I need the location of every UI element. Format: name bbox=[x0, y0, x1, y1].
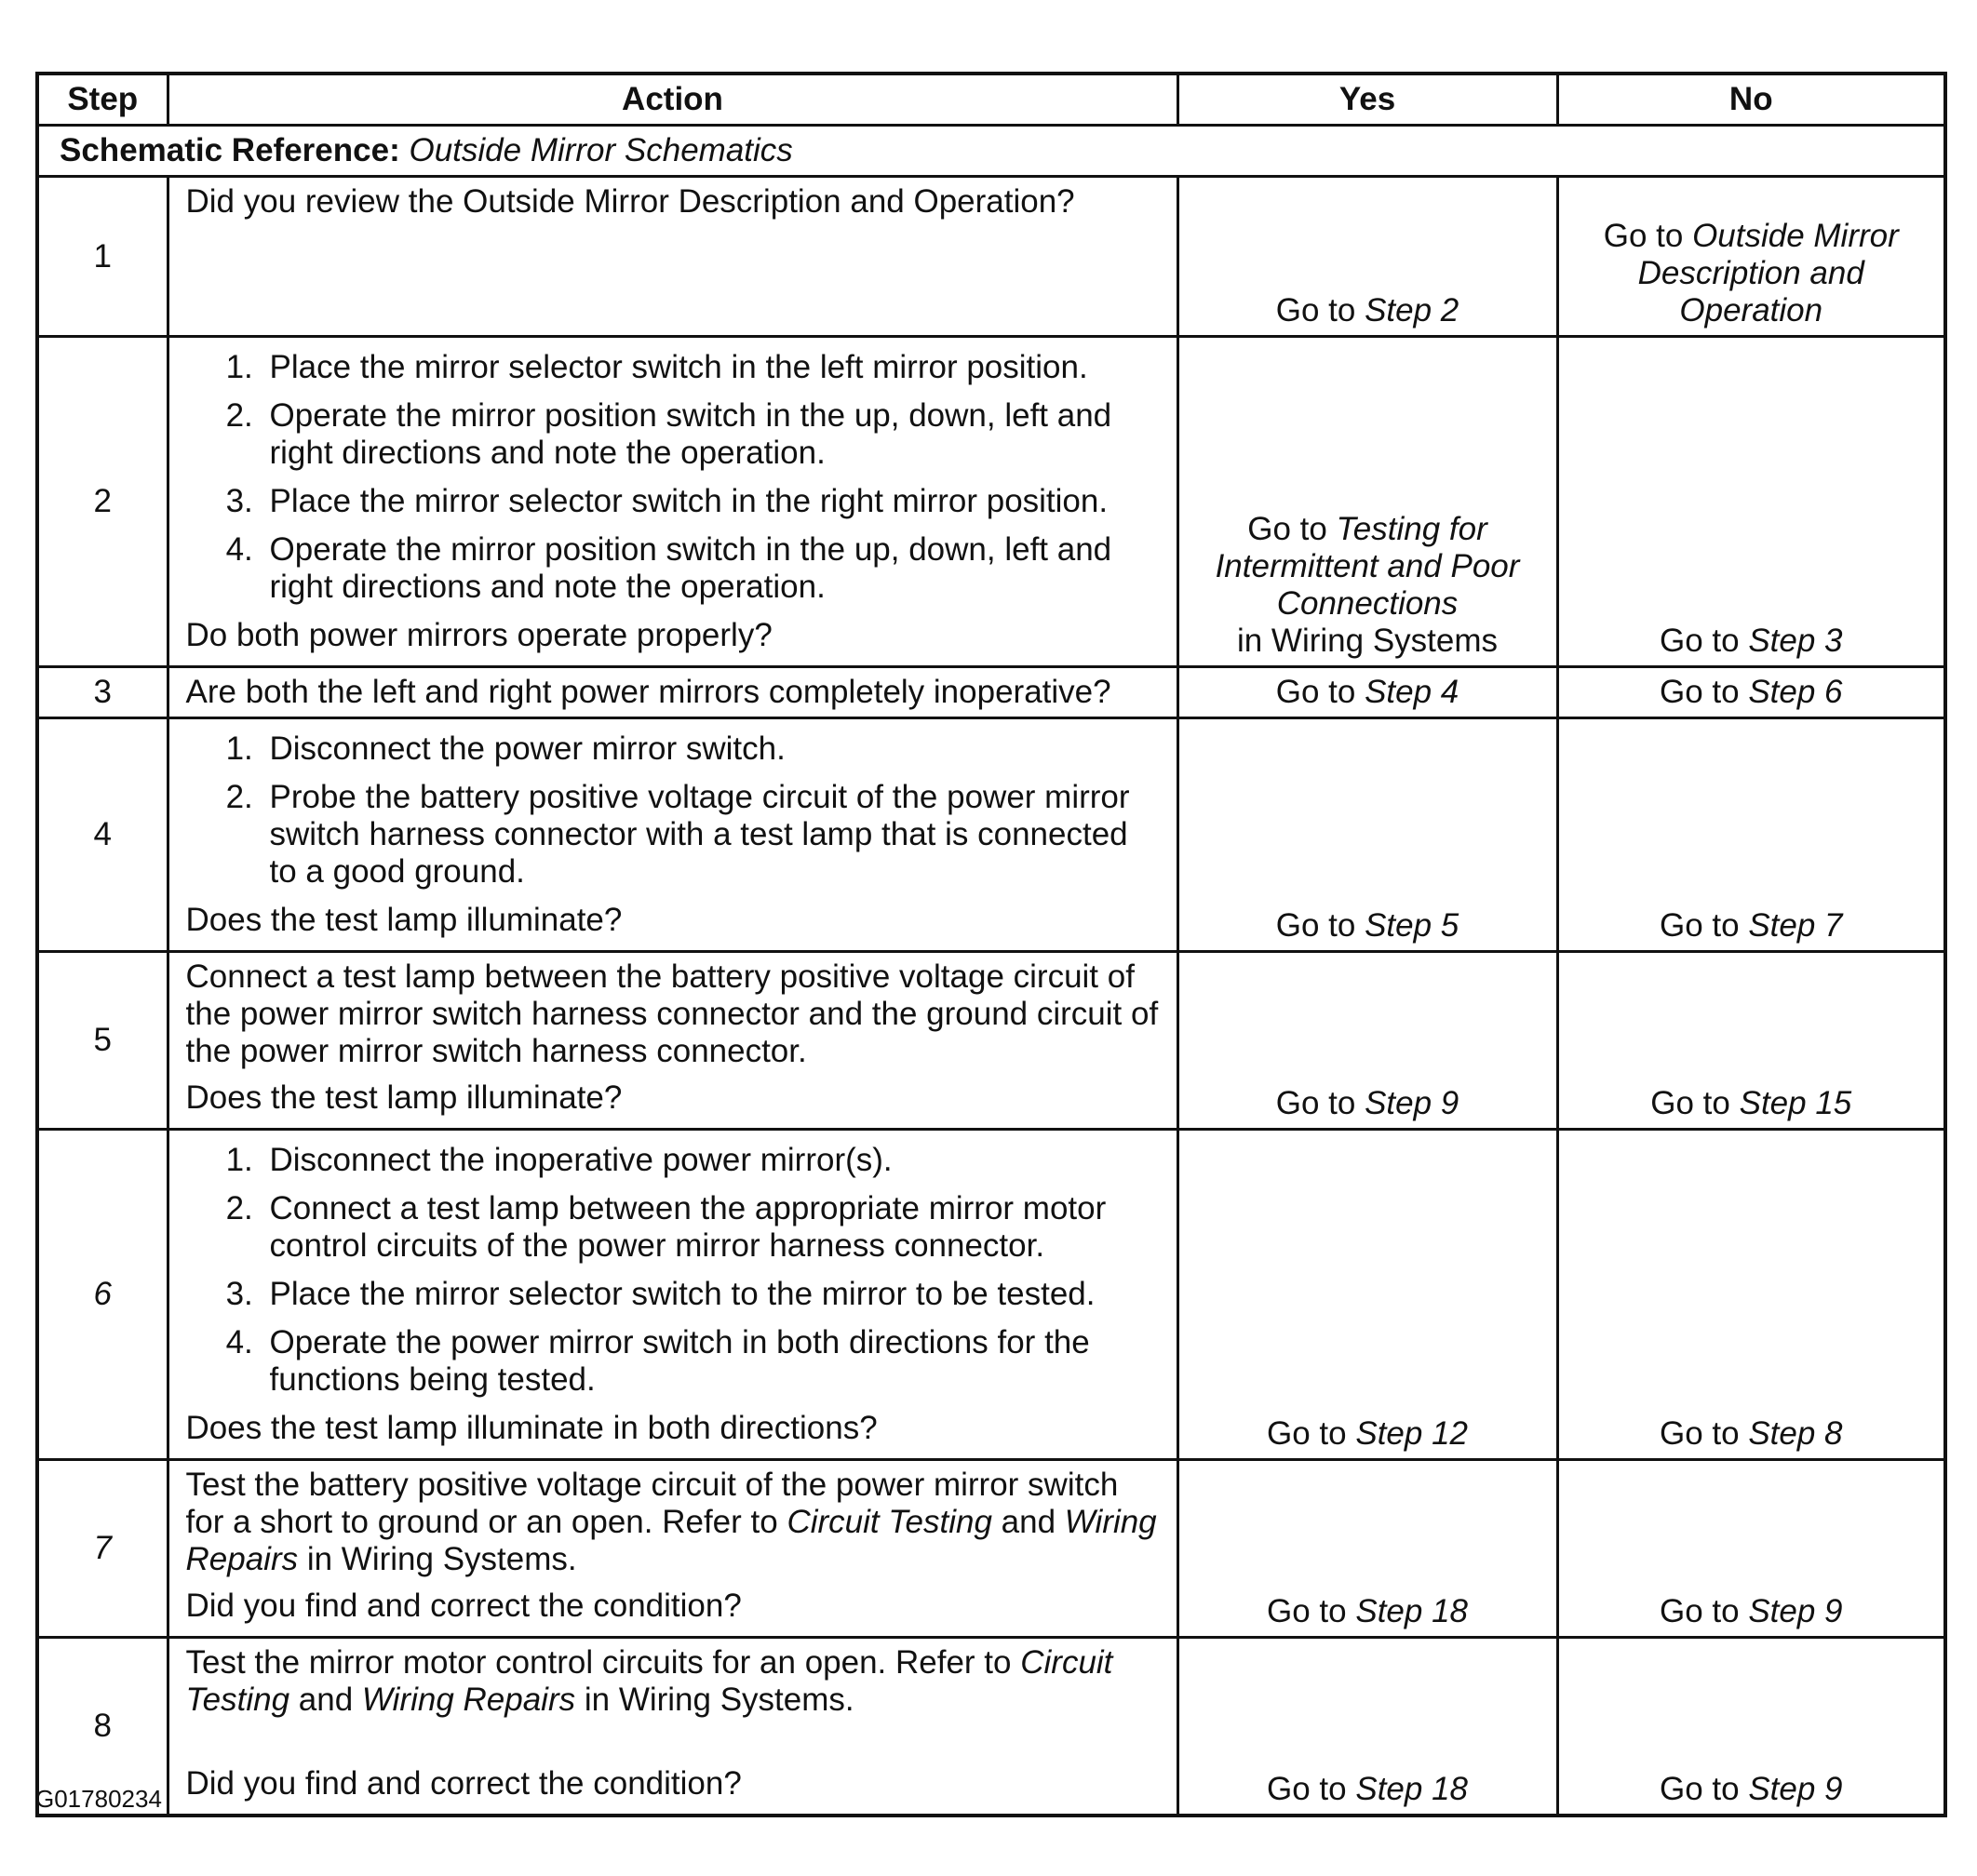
no-prefix: Go to bbox=[1603, 218, 1684, 254]
step-number: 5 bbox=[37, 952, 168, 1130]
question-text: Does the test lamp illuminate? bbox=[185, 902, 623, 938]
table-row bbox=[37, 718, 1945, 952]
action-text-part: Test the battery positive voltage circuit of the power mirror switch for a short to ground or an open. Refer to bbox=[185, 1467, 1119, 1540]
no-prefix: Go to bbox=[1659, 907, 1740, 944]
action-cell bbox=[168, 1638, 1177, 1816]
action-text-part: in Wiring Systems. bbox=[575, 1682, 854, 1718]
header-no: No bbox=[1557, 74, 1945, 126]
step-number: 6 bbox=[37, 1130, 168, 1460]
header-yes: Yes bbox=[1177, 74, 1557, 126]
no-prefix: Go to bbox=[1659, 1415, 1740, 1452]
list-item: 1. Disconnect the power mirror switch. bbox=[262, 730, 1160, 768]
yes-cell bbox=[1177, 1638, 1557, 1816]
yes-prefix: Go to bbox=[1275, 674, 1356, 710]
step-number: 7 bbox=[37, 1460, 168, 1638]
diagnostic-table bbox=[35, 72, 1947, 1817]
no-prefix: Go to bbox=[1659, 1771, 1740, 1807]
yes-link[interactable]: Step 12 bbox=[1355, 1415, 1468, 1452]
yes-cell bbox=[1177, 718, 1557, 952]
yes-prefix: Go to bbox=[1247, 511, 1327, 547]
schematic-reference bbox=[37, 126, 1945, 177]
schematic-row bbox=[37, 126, 1945, 177]
action-text: Connect a test lamp between the battery positive voltage circuit of the power mirror switch harness connector and the ground circuit of the power mirror switch harness connector. bbox=[185, 958, 1159, 1069]
schematic-value: Outside Mirror Schematics bbox=[409, 132, 793, 168]
header-row bbox=[37, 74, 1945, 126]
step-number: 2 bbox=[37, 337, 168, 667]
table-row bbox=[37, 1638, 1945, 1816]
no-prefix: Go to bbox=[1659, 1593, 1740, 1629]
list-item: 4. Operate the mirror position switch in the up, down, left and right directions and note the operation. bbox=[262, 531, 1160, 606]
header-step: Step bbox=[37, 74, 168, 126]
procedure-list bbox=[186, 730, 1160, 891]
yes-prefix: Go to bbox=[1267, 1771, 1347, 1807]
step-number: 3 bbox=[37, 667, 168, 718]
no-cell bbox=[1557, 952, 1945, 1130]
procedure-list bbox=[186, 349, 1160, 606]
yes-cell bbox=[1177, 337, 1557, 667]
wiring-repairs-link[interactable]: Wiring Repairs bbox=[361, 1682, 576, 1718]
action-text-part: and bbox=[289, 1682, 362, 1718]
action-text-part: in Wiring Systems. bbox=[298, 1541, 577, 1577]
action-cell bbox=[168, 718, 1177, 952]
yes-link[interactable]: Step 4 bbox=[1365, 674, 1459, 710]
document-id: G01780234 bbox=[35, 1785, 162, 1813]
table-row bbox=[37, 337, 1945, 667]
question-text: Does the test lamp illuminate? bbox=[185, 1079, 623, 1116]
yes-link[interactable]: Step 5 bbox=[1365, 907, 1459, 944]
yes-prefix: Go to bbox=[1275, 292, 1356, 328]
yes-link[interactable]: Testing for Intermittent and Poor Connections bbox=[1215, 511, 1520, 622]
table-row bbox=[37, 1460, 1945, 1638]
list-item: 3. Place the mirror selector switch to the mirror to be tested. bbox=[262, 1276, 1160, 1313]
question-text: Did you find and correct the condition? bbox=[185, 1588, 742, 1624]
no-cell bbox=[1557, 337, 1945, 667]
table-row bbox=[37, 667, 1945, 718]
no-link[interactable]: Step 8 bbox=[1748, 1415, 1843, 1452]
action-text bbox=[186, 1644, 1160, 1719]
question-text: Does the test lamp illuminate in both directions? bbox=[185, 1410, 878, 1446]
no-cell bbox=[1557, 177, 1945, 337]
circuit-testing-link[interactable]: Circuit Testing bbox=[787, 1504, 992, 1540]
no-cell bbox=[1557, 1638, 1945, 1816]
table-row bbox=[37, 177, 1945, 337]
yes-prefix: Go to bbox=[1267, 1415, 1347, 1452]
wiring-repairs-link[interactable]: Wiring Repairs bbox=[185, 1504, 1157, 1577]
action-cell bbox=[168, 1460, 1177, 1638]
action-cell bbox=[168, 1130, 1177, 1460]
no-link[interactable]: Step 6 bbox=[1748, 674, 1843, 710]
list-item: 3. Place the mirror selector switch in the right mirror position. bbox=[262, 483, 1160, 520]
yes-cell bbox=[1177, 1460, 1557, 1638]
no-cell bbox=[1557, 718, 1945, 952]
no-cell bbox=[1557, 667, 1945, 718]
question-text: Do both power mirrors operate properly? bbox=[185, 617, 773, 653]
list-item: 4. Operate the power mirror switch in both directions for the functions being tested. bbox=[262, 1324, 1160, 1399]
no-prefix: Go to bbox=[1659, 623, 1740, 659]
yes-cell bbox=[1177, 952, 1557, 1130]
no-link[interactable]: Step 9 bbox=[1748, 1593, 1843, 1629]
step-number: 4 bbox=[37, 718, 168, 952]
action-cell bbox=[168, 667, 1177, 718]
table-row bbox=[37, 1130, 1945, 1460]
yes-prefix: Go to bbox=[1267, 1593, 1347, 1629]
no-link[interactable]: Step 7 bbox=[1748, 907, 1843, 944]
action-text-part: Test the mirror motor control circuits for an open. Refer to bbox=[185, 1644, 1021, 1681]
list-item: 1. Place the mirror selector switch in the left mirror position. bbox=[262, 349, 1160, 386]
no-cell bbox=[1557, 1460, 1945, 1638]
no-link[interactable]: Outside Mirror Description and Operation bbox=[1637, 218, 1899, 328]
action-cell bbox=[168, 177, 1177, 337]
yes-suffix: in Wiring Systems bbox=[1236, 623, 1499, 659]
step-number: 1 bbox=[37, 177, 168, 337]
yes-link[interactable]: Step 18 bbox=[1355, 1593, 1468, 1629]
yes-link[interactable]: Step 18 bbox=[1355, 1771, 1468, 1807]
action-cell bbox=[168, 952, 1177, 1130]
list-item: 2. Connect a test lamp between the appropriate mirror motor control circuits of the power mirror harness connector. bbox=[262, 1190, 1160, 1265]
yes-link[interactable]: Step 2 bbox=[1365, 292, 1459, 328]
table-row bbox=[37, 952, 1945, 1130]
action-text: Did you review the Outside Mirror Description and Operation? bbox=[185, 183, 1075, 220]
schematic-label: Schematic Reference: bbox=[60, 132, 400, 168]
circuit-testing-link[interactable]: Circuit Testing bbox=[185, 1644, 1113, 1718]
list-item: 2. Operate the mirror position switch in the up, down, left and right directions and note the operation. bbox=[262, 397, 1160, 472]
question-text: Did you find and correct the condition? bbox=[185, 1765, 742, 1802]
action-text bbox=[186, 1467, 1160, 1578]
step-number: 8 bbox=[37, 1638, 168, 1816]
action-cell bbox=[168, 337, 1177, 667]
no-link[interactable]: Step 3 bbox=[1748, 623, 1843, 659]
header-action: Action bbox=[168, 74, 1177, 126]
yes-prefix: Go to bbox=[1275, 907, 1356, 944]
action-text: Are both the left and right power mirrors completely inoperative? bbox=[185, 674, 1111, 710]
no-prefix: Go to bbox=[1659, 674, 1740, 710]
procedure-list bbox=[186, 1142, 1160, 1399]
yes-cell bbox=[1177, 177, 1557, 337]
yes-cell bbox=[1177, 667, 1557, 718]
action-text-part: and bbox=[991, 1504, 1065, 1540]
yes-link[interactable]: Step 9 bbox=[1365, 1085, 1459, 1121]
yes-prefix: Go to bbox=[1275, 1085, 1356, 1121]
no-prefix: Go to bbox=[1650, 1085, 1730, 1121]
yes-cell bbox=[1177, 1130, 1557, 1460]
no-link[interactable]: Step 9 bbox=[1748, 1771, 1843, 1807]
no-cell bbox=[1557, 1130, 1945, 1460]
list-item: 2. Probe the battery positive voltage circuit of the power mirror switch harness connector with a test lamp that is connected to a good ground. bbox=[262, 779, 1160, 891]
no-link[interactable]: Step 15 bbox=[1739, 1085, 1852, 1121]
list-item: 1. Disconnect the inoperative power mirror(s). bbox=[262, 1142, 1160, 1179]
